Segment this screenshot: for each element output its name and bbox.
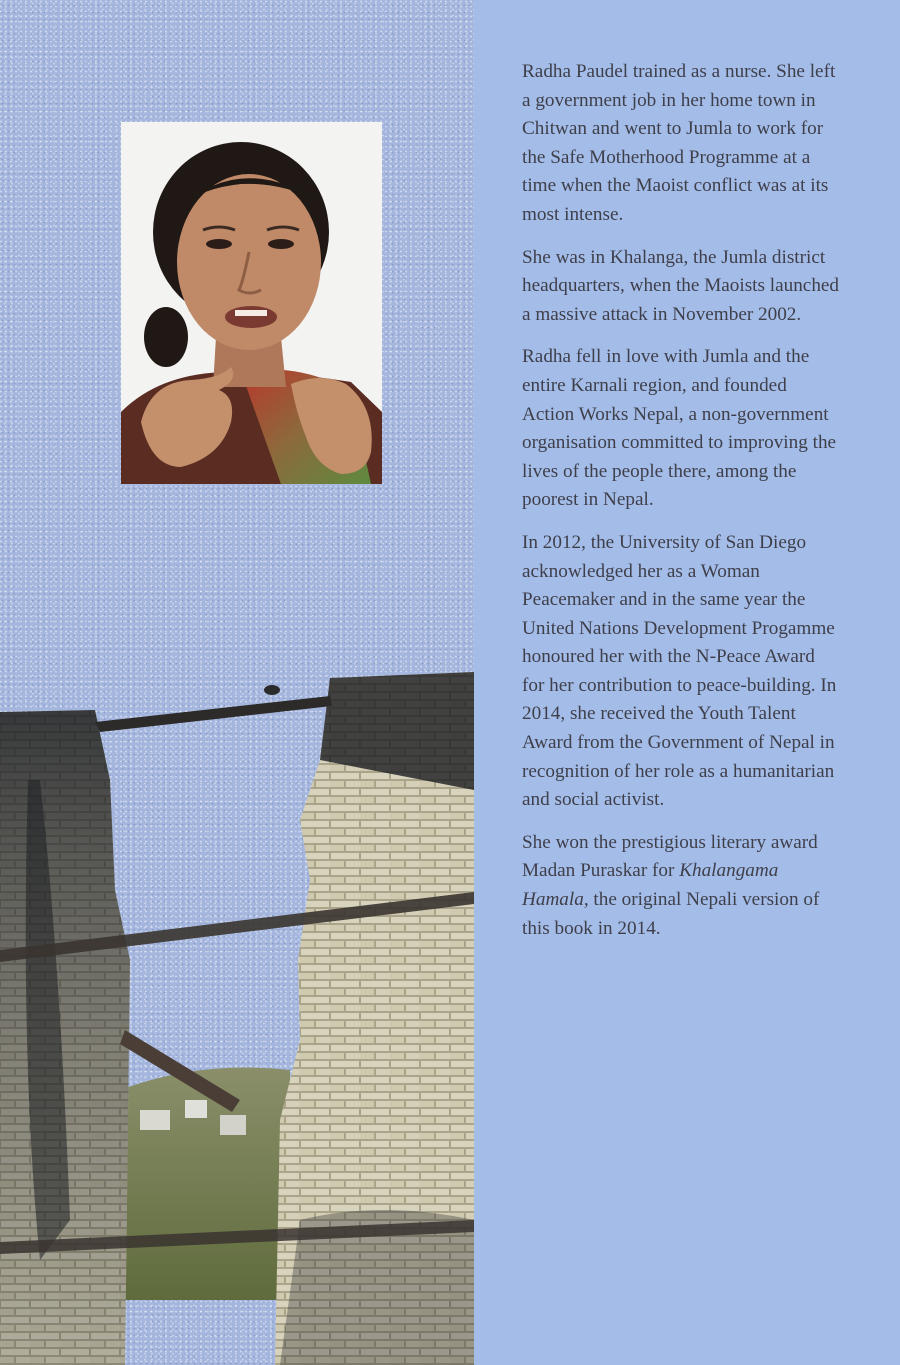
bio-paragraph-5-start: She won the prestigious literary award Madan Puraskar for [522, 831, 818, 882]
bio-paragraph-1: Radha Paudel trained as a nurse. She left a government job in her home town in Chitwan and went to Jumla to work for the Safe Motherhood Programme at a time when the Maoist conflict was at its most intense. [522, 61, 836, 225]
bio-paragraph-3: Radha fell in love with Jumla and the entire Karnali region, and founded Action Works Nepal, a non-government organisation committed to improving the lives of the people there, among the poorest in Nepal. [522, 346, 837, 511]
ruins-illustration [0, 660, 474, 1365]
bio-paragraph-5-end: , the original Nepali version of this book in 2014. [522, 889, 820, 939]
bio-paragraph-4: In 2012, the University of San Diego acknowledged her as a Woman Peacemaker and in the same year the United Nations Development Progamme honoured her with the N-Peace Award for her contribution to peace-building. In 2014, she received the Youth Talent Award from the Government of Nepal in recognition of her role as a humanitarian and social activist. [522, 531, 837, 811]
author-bio-text [522, 58, 842, 957]
portrait-illustration [121, 122, 382, 484]
bio-paragraph-2: She was in Khalanga, the Jumla district headquarters, when the Maoists launched a massive attack in November 2002. [522, 246, 840, 325]
burned-building-ruins-photo [0, 660, 474, 1365]
author-portrait-photo [121, 122, 382, 484]
book-title-italic: Khalangama Hamala [522, 860, 779, 911]
bio-paragraph-5 [522, 829, 842, 943]
